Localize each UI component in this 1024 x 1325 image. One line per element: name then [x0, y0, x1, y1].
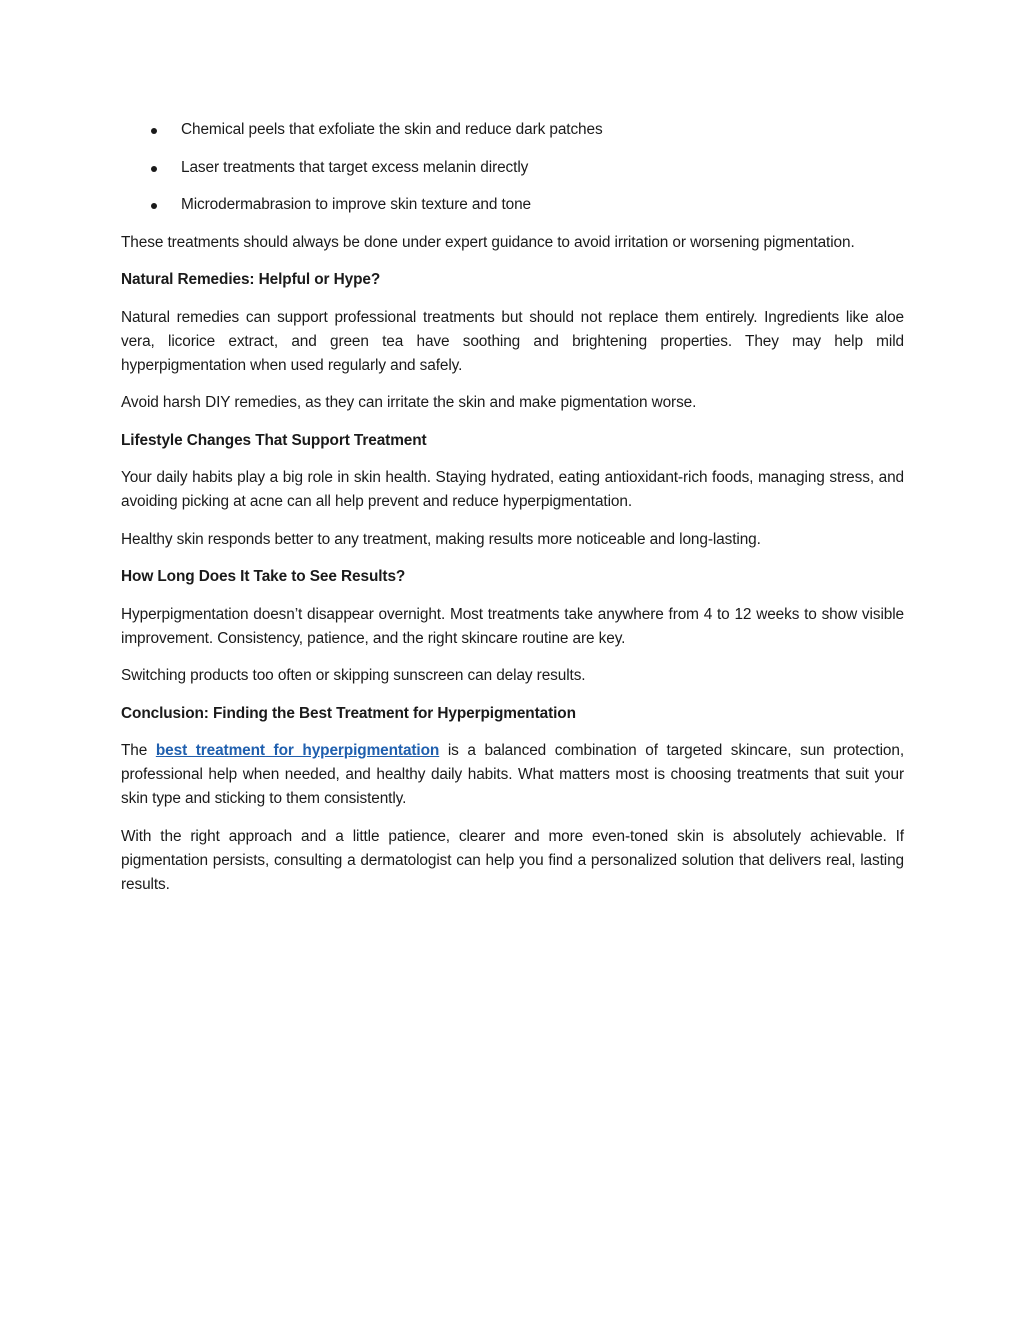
paragraph: Natural remedies can support professional treatments but should not replace them entirely. Ingredients like aloe vera, licorice extract, and green tea have soothing and brightening properties. They may help mild hyperpigmentation when used regularly and safely.: [121, 308, 904, 374]
heading-conclusion: Conclusion: Finding the Best Treatment for Hyperpigmentation: [121, 704, 576, 722]
paragraph: Your daily habits play a big role in skin health. Staying hydrated, eating antioxidant-rich foods, managing stress, and avoiding picking at acne can all help prevent and reduce hyperpigmentation.: [121, 469, 904, 510]
bullet-icon: [151, 166, 157, 172]
paragraph: With the right approach and a little patience, clearer and more even-toned skin is absolutely achievable. If pigmentation persists, consulting a dermatologist can help you find a personalized solution that delivers real, lasting results.: [121, 827, 904, 893]
list-item: Chemical peels that exfoliate the skin and reduce dark patches: [121, 118, 904, 142]
list-item: Laser treatments that target excess melanin directly: [121, 156, 904, 180]
bullet-icon: [151, 128, 157, 134]
bullet-icon: [151, 203, 157, 209]
heading-natural-remedies: Natural Remedies: Helpful or Hype?: [121, 271, 381, 288]
document-page: [121, 118, 904, 910]
heading-results: How Long Does It Take to See Results?: [121, 568, 406, 585]
paragraph: Avoid harsh DIY remedies, as they can irritate the skin and make pigmentation worse.: [121, 394, 697, 411]
list-item: Microdermabrasion to improve skin texture and tone: [121, 193, 904, 217]
paragraph: Switching products too often or skipping sunscreen can delay results.: [121, 667, 586, 684]
treatment-list: [121, 118, 904, 217]
paragraph: Healthy skin responds better to any treatment, making results more noticeable and long-lasting.: [121, 530, 761, 548]
paragraph: Hyperpigmentation doesn’t disappear overnight. Most treatments take anywhere from 4 to 12 weeks to show visible improvement. Consistency, patience, and the right skincare routine are key.: [121, 605, 904, 647]
best-treatment-link[interactable]: best treatment for hyperpigmentation: [155, 742, 440, 759]
paragraph-expert-guidance: These treatments should always be done under expert guidance to avoid irritation or worsening pigmentation.: [121, 233, 855, 251]
paragraph-conclusion: The best treatment for hyperpigmentation is a balanced combination of targeted skincare, sun protection, professional help when needed, and healthy daily habits. What matters most is choosing treatments that suit your skin type and sticking to them consistently.: [121, 742, 904, 807]
heading-lifestyle: Lifestyle Changes That Support Treatment: [121, 431, 427, 449]
